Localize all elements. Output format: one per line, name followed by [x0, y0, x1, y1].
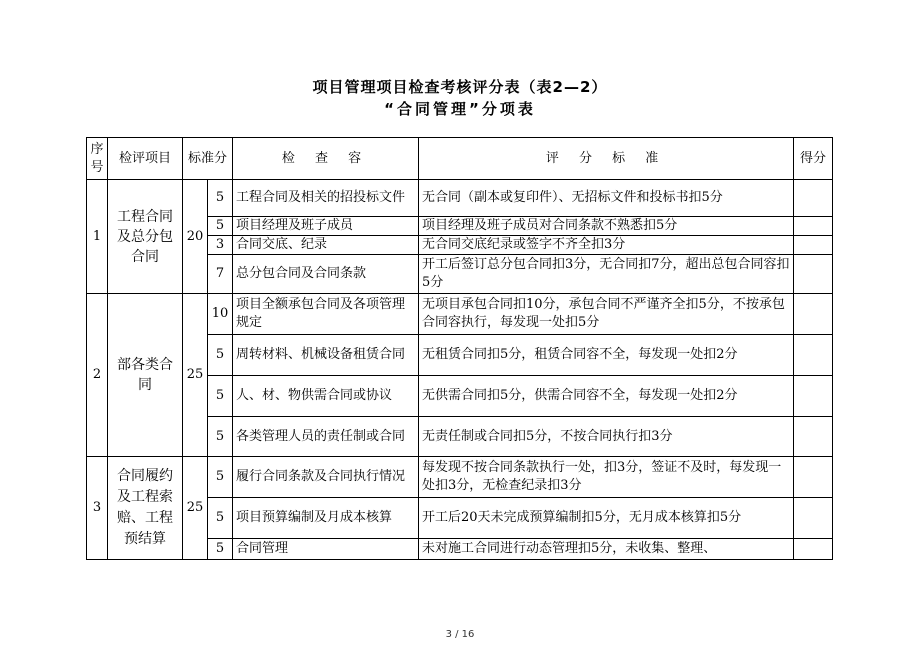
row-content: 合同管理 — [233, 539, 419, 560]
group-seq: 3 — [87, 457, 108, 560]
row-standard-score: 5 — [208, 217, 233, 236]
group-item: 部各类合同 — [108, 294, 183, 457]
row-score-cell[interactable] — [794, 457, 833, 498]
row-criteria: 未对施工合同进行动态管理扣5分，未收集、整理、 — [419, 539, 794, 560]
header-item: 检评项目 — [108, 138, 183, 180]
page-number: 3 / 16 — [445, 629, 475, 640]
row-criteria: 无合同交底纪录或签字不齐全扣3分 — [419, 236, 794, 255]
row-standard-score: 5 — [208, 417, 233, 457]
row-content: 总分包合同及合同条款 — [233, 255, 419, 294]
page-title: 项目管理项目检查考核评分表（表2—2） — [312, 78, 608, 96]
header-standard-score: 标准分 — [183, 138, 233, 180]
header-content: 检 查 容 — [233, 138, 419, 180]
row-criteria: 无供需合同扣5分，供需合同容不全，每发现一处扣2分 — [419, 376, 794, 417]
row-criteria: 无租赁合同扣5分，租赁合同容不全，每发现一处扣2分 — [419, 335, 794, 376]
row-score-cell[interactable] — [794, 255, 833, 294]
header-score: 得分 — [794, 138, 833, 180]
table-row — [87, 294, 833, 335]
row-content: 履行合同条款及合同执行情况 — [233, 457, 419, 498]
header-row — [87, 138, 833, 180]
row-standard-score: 5 — [208, 180, 233, 217]
group-seq: 2 — [87, 294, 108, 457]
row-content: 工程合同及相关的招投标文件 — [233, 180, 419, 217]
row-score-cell[interactable] — [794, 217, 833, 236]
row-score-cell[interactable] — [794, 539, 833, 560]
row-content: 人、材、物供需合同或协议 — [233, 376, 419, 417]
group-total: 25 — [183, 294, 208, 457]
row-standard-score: 3 — [208, 236, 233, 255]
score-table — [86, 137, 833, 560]
row-score-cell[interactable] — [794, 180, 833, 217]
row-content: 项目预算编制及月成本核算 — [233, 498, 419, 539]
row-criteria: 项目经理及班子成员对合同条款不熟悉扣5分 — [419, 217, 794, 236]
row-score-cell[interactable] — [794, 294, 833, 335]
group-seq: 1 — [87, 180, 108, 294]
row-criteria: 无项目承包合同扣10分，承包合同不严谨齐全扣5分，不按承包合同容执行，每发现一处扣5分 — [419, 294, 794, 335]
row-criteria: 每发现不按合同条款执行一处，扣3分，签证不及时，每发现一处扣3分，无检查纪录扣3分 — [419, 457, 794, 498]
row-criteria: 无合同（副本或复印件）、无招标文件和投标书扣5分 — [419, 180, 794, 217]
row-score-cell[interactable] — [794, 376, 833, 417]
row-content: 项目经理及班子成员 — [233, 217, 419, 236]
table-row — [87, 180, 833, 217]
row-standard-score: 5 — [208, 376, 233, 417]
page-subtitle: “合同管理”分项表 — [384, 100, 536, 118]
group-item: 工程合同及总分包合同 — [108, 180, 183, 294]
row-standard-score: 5 — [208, 498, 233, 539]
row-content: 各类管理人员的责任制或合同 — [233, 417, 419, 457]
row-criteria: 开工后20天未完成预算编制扣5分，无月成本核算扣5分 — [419, 498, 794, 539]
row-score-cell[interactable] — [794, 498, 833, 539]
row-score-cell[interactable] — [794, 417, 833, 457]
table-row — [87, 457, 833, 498]
row-content: 合同交底、纪录 — [233, 236, 419, 255]
row-score-cell[interactable] — [794, 335, 833, 376]
row-score-cell[interactable] — [794, 236, 833, 255]
group-item: 合同履约及工程索赔、工程预结算 — [108, 457, 183, 560]
header-criteria: 评 分 标 准 — [419, 138, 794, 180]
group-total: 20 — [183, 180, 208, 294]
group-total: 25 — [183, 457, 208, 560]
row-content: 项目全额承包合同及各项管理规定 — [233, 294, 419, 335]
row-standard-score: 5 — [208, 457, 233, 498]
row-standard-score: 7 — [208, 255, 233, 294]
row-criteria: 无责任制或合同扣5分，不按合同执行扣3分 — [419, 417, 794, 457]
header-seq: 序号 — [87, 138, 108, 180]
row-standard-score: 5 — [208, 539, 233, 560]
row-standard-score: 5 — [208, 335, 233, 376]
row-content: 周转材料、机械设备租赁合同 — [233, 335, 419, 376]
row-criteria: 开工后签订总分包合同扣3分，无合同扣7分，超出总包合同容扣5分 — [419, 255, 794, 294]
row-standard-score: 10 — [208, 294, 233, 335]
